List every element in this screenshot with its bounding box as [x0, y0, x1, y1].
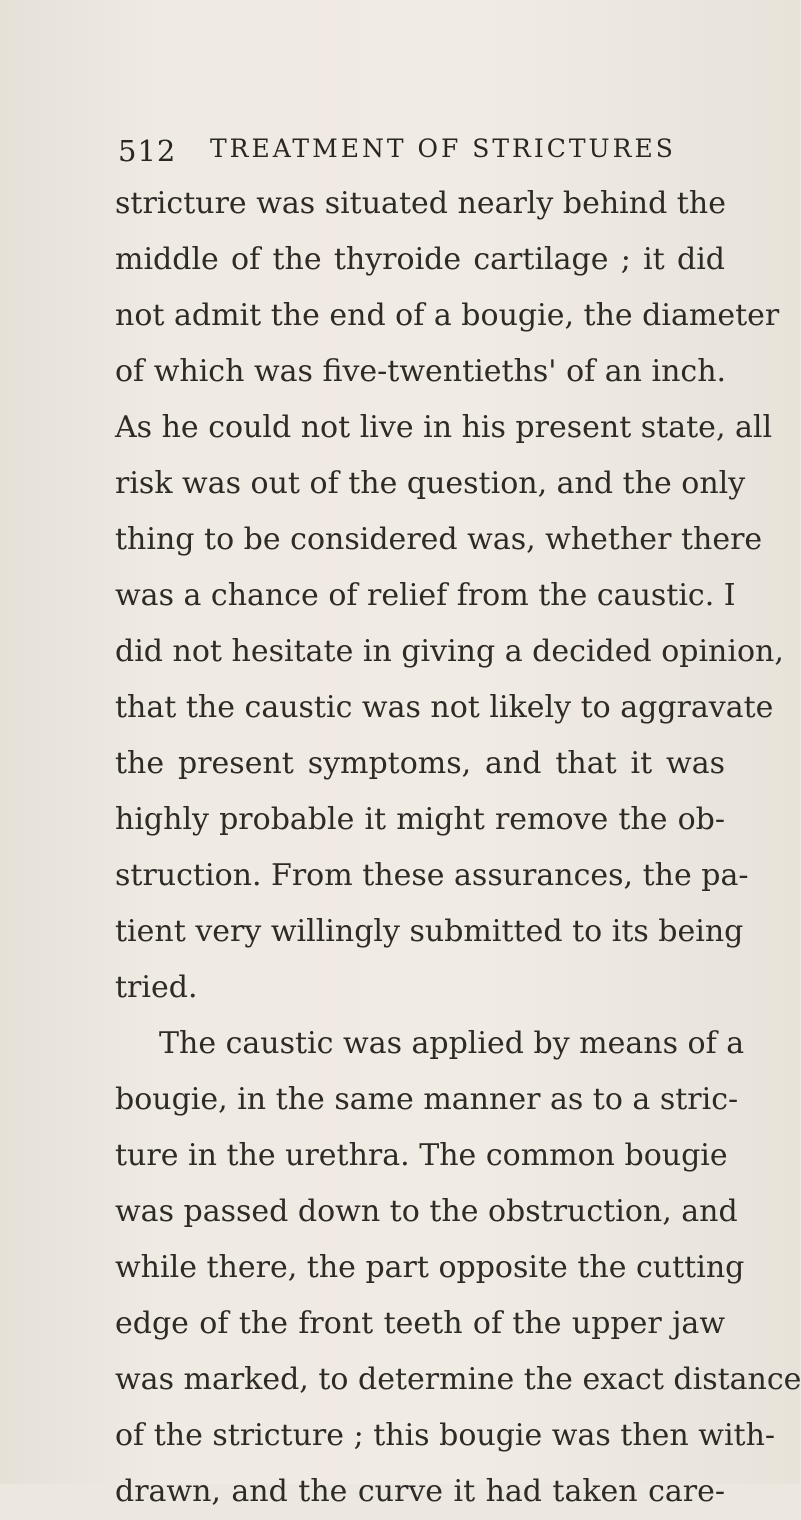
text-line: As he could not live in his present state, all — [115, 410, 773, 445]
running-head — [118, 134, 718, 174]
text-line: risk was out of the question, and the only — [115, 466, 746, 501]
text-line: that the caustic was not likely to aggravate — [115, 690, 774, 725]
text-line: the present symptoms, and that it was — [115, 746, 725, 781]
text-line: drawn, and the curve it had taken care- — [115, 1474, 725, 1509]
text-line: ture in the urethra. The common bougie — [115, 1138, 728, 1173]
text-line: middle of the thyroide cartilage ; it did — [115, 242, 725, 277]
text-line: thing to be considered was, whether there — [115, 522, 763, 557]
paragraph-start-line: The caustic was applied by means of a — [159, 1026, 745, 1061]
text-line: of the stricture ; this bougie was then with- — [115, 1418, 776, 1453]
text-line: bougie, in the same manner as to a stric- — [115, 1082, 739, 1117]
text-line: highly probable it might remove the ob- — [115, 802, 725, 837]
text-line: of which was five-twentieths' of an inch. — [115, 354, 727, 389]
text-line: tient very willingly submitted to its being — [115, 914, 744, 949]
running-title: TREATMENT OF STRICTURES — [210, 134, 676, 163]
body-text — [115, 176, 801, 1520]
text-line: did not hesitate in giving a decided opinion, — [115, 634, 784, 669]
page-number: 512 — [118, 134, 177, 168]
text-line: not admit the end of a bougie, the diameter — [115, 298, 780, 333]
text-line: was passed down to the obstruction, and — [115, 1194, 738, 1229]
text-line: while there, the part opposite the cutting — [115, 1250, 745, 1285]
text-line: struction. From these assurances, the pa- — [115, 858, 749, 893]
paragraph-end-line: tried. — [115, 970, 198, 1005]
text-line: was marked, to determine the exact distance — [115, 1362, 801, 1397]
text-line: edge of the front teeth of the upper jaw — [115, 1306, 725, 1341]
text-line: stricture was situated nearly behind the — [115, 186, 726, 221]
text-line: was a chance of relief from the caustic. I — [115, 578, 736, 613]
